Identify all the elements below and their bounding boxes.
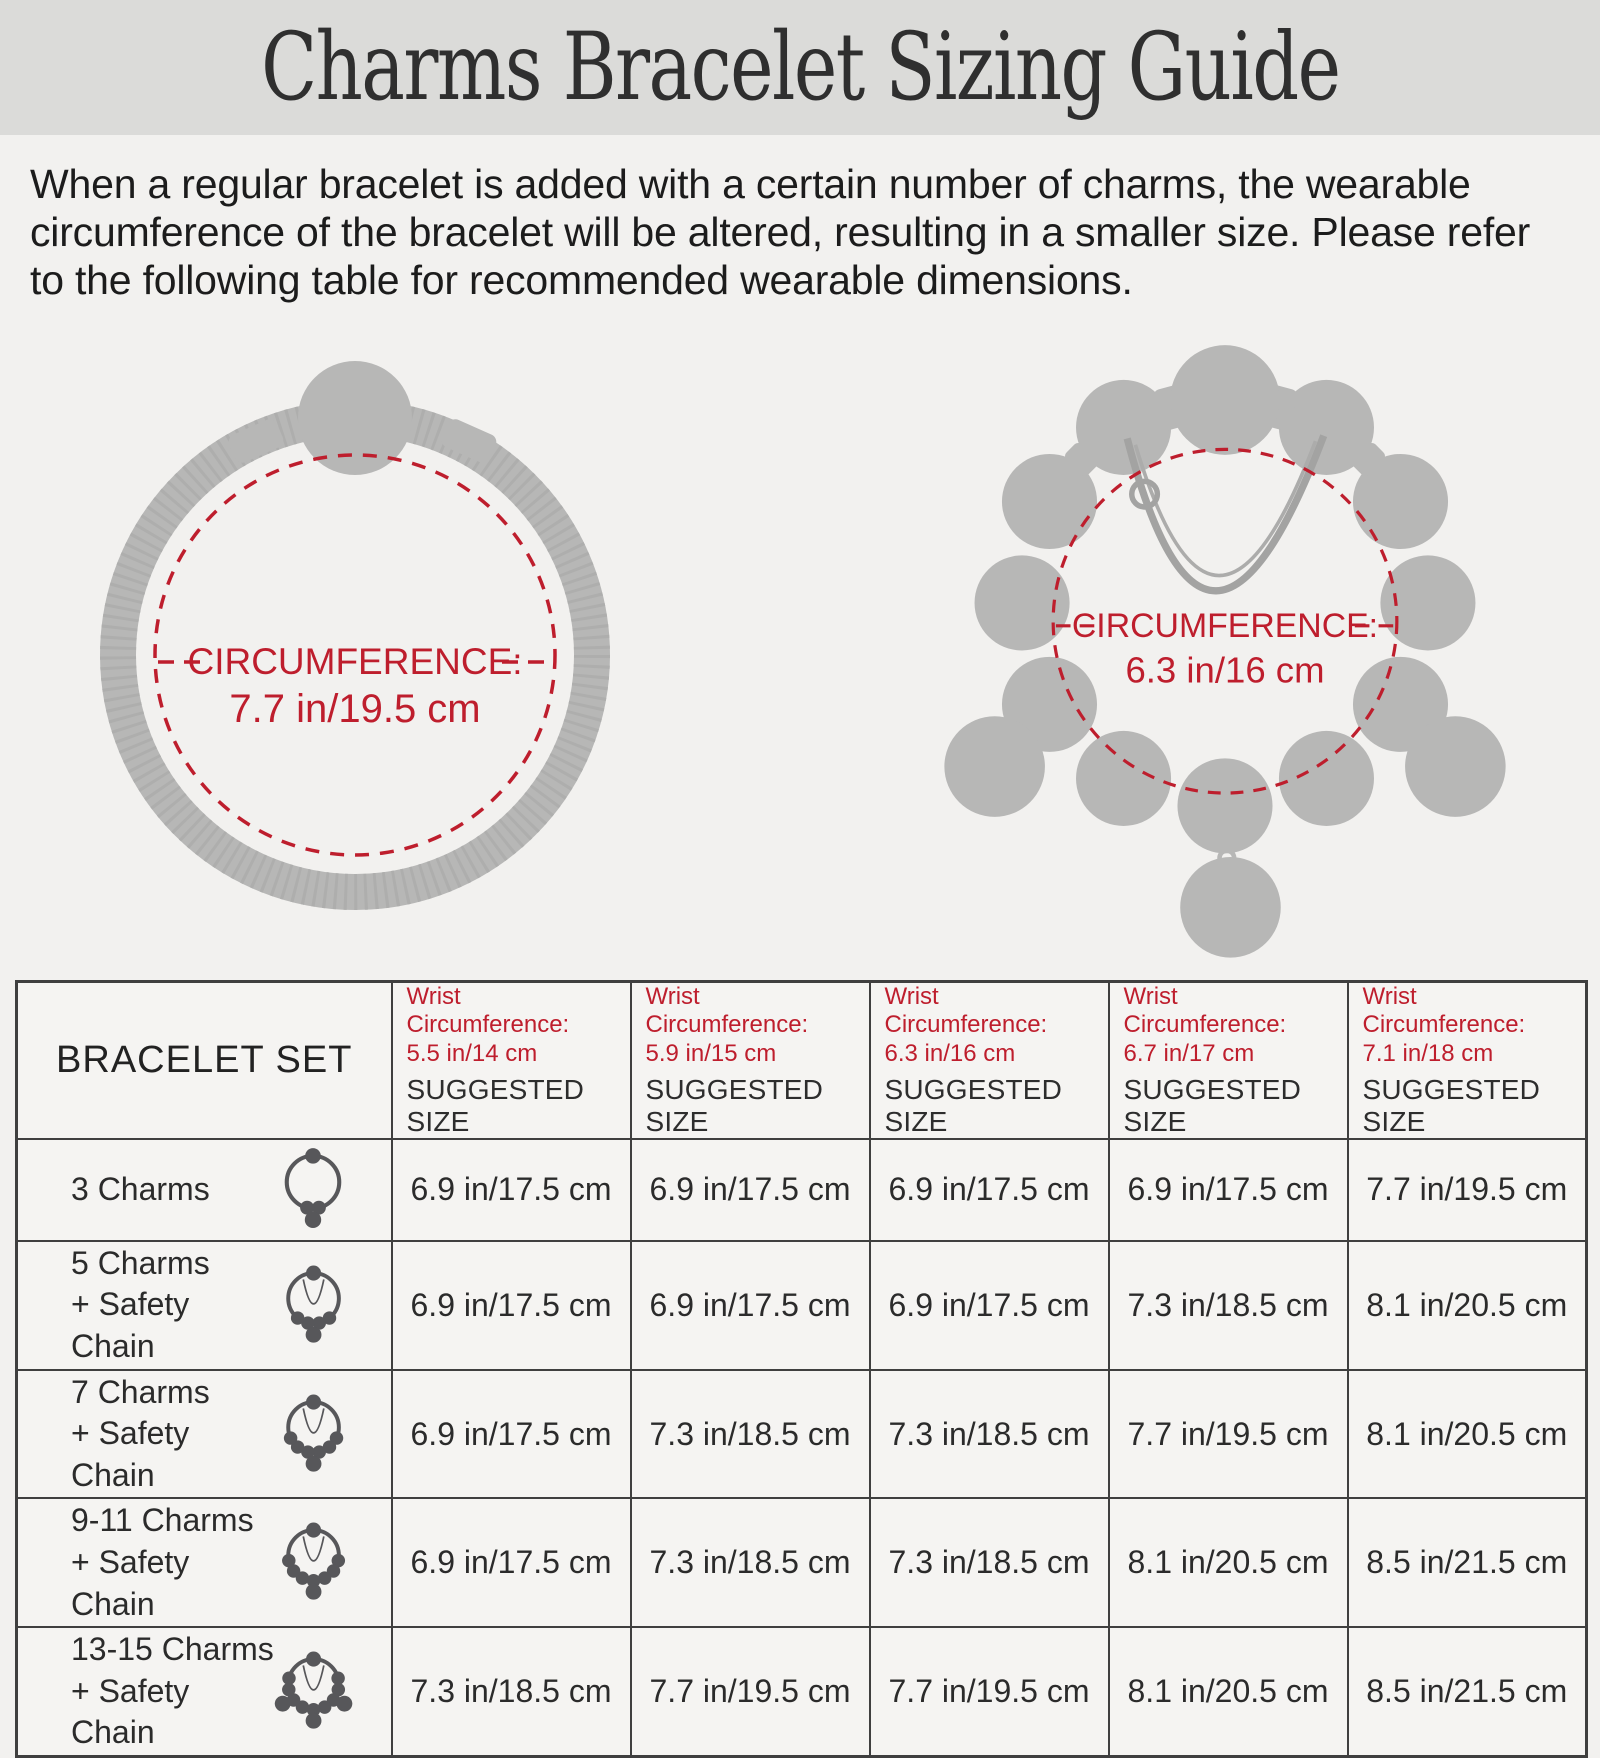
- page-title: Charms Bracelet Sizing Guide: [260, 13, 1340, 122]
- row-label: 9-11 Charms + Safety Chain: [71, 1502, 254, 1622]
- size-cell: 6.9 in/17.5 cm: [1109, 1139, 1348, 1241]
- bracelet-7-charms-icon: [274, 1390, 353, 1479]
- size-column-header: [870, 981, 1109, 1138]
- size-cell: 6.9 in/17.5 cm: [392, 1370, 631, 1499]
- size-cell: 8.1 in/20.5 cm: [1348, 1241, 1587, 1370]
- plain-bracelet-silhouette: [70, 330, 655, 950]
- suggested-size-label: SUGGESTED SIZE: [884, 1073, 1063, 1137]
- size-cell: 8.1 in/20.5 cm: [1109, 1498, 1348, 1627]
- size-cell: 7.7 in/19.5 cm: [870, 1627, 1109, 1756]
- row-label: 3 Charms: [71, 1171, 210, 1208]
- suggested-size-label: SUGGESTED SIZE: [1362, 1073, 1541, 1137]
- size-cell: 8.1 in/20.5 cm: [1109, 1627, 1348, 1756]
- size-cell: 6.9 in/17.5 cm: [631, 1139, 870, 1241]
- size-cell: 6.9 in/17.5 cm: [392, 1139, 631, 1241]
- wrist-circumference-value: 5.5 in/14 cm: [406, 1039, 538, 1067]
- bracelet-5-charms-icon: [274, 1261, 353, 1350]
- circumference-value: 6.3 in/16 cm: [1125, 649, 1325, 691]
- row-label: 7 Charms + Safety Chain: [71, 1373, 210, 1493]
- size-cell: 6.9 in/17.5 cm: [392, 1241, 631, 1370]
- bracelet-set-header: BRACELET SET: [17, 981, 392, 1138]
- circumference-label: CIRCUMFERENCE:: [1071, 606, 1379, 645]
- wrist-circumference-value: 7.1 in/18 cm: [1362, 1039, 1494, 1067]
- size-cell: 7.3 in/18.5 cm: [631, 1498, 870, 1627]
- intro-paragraph: When a regular bracelet is added with a certain number of charms, the wearable circumference of the bracelet will be altered, resulting in a smaller size. Please refer to the following table for recommended wearable dimensions.: [30, 161, 1531, 303]
- row-label: 13-15 Charms + Safety Chain: [71, 1631, 274, 1751]
- size-cell: 7.3 in/18.5 cm: [870, 1370, 1109, 1499]
- header-band: [0, 0, 1600, 135]
- clasp-bead: [1170, 345, 1280, 455]
- wrist-circumference-value: 6.7 in/17 cm: [1123, 1039, 1255, 1067]
- table-row: [17, 1139, 1587, 1241]
- table-row: [17, 1370, 1587, 1499]
- sizing-table: [15, 980, 1588, 1758]
- wrist-circumference-label: Wrist Circumference:: [406, 982, 570, 1039]
- table-row: [17, 1627, 1587, 1756]
- wrist-circumference-label: Wrist Circumference:: [884, 982, 1048, 1039]
- wrist-circumference-label: Wrist Circumference:: [1123, 982, 1287, 1039]
- wrist-circumference-value: 6.3 in/16 cm: [884, 1039, 1016, 1067]
- size-column-header: [1348, 981, 1587, 1138]
- size-cell: 6.9 in/17.5 cm: [870, 1241, 1109, 1370]
- size-cell: 7.7 in/19.5 cm: [631, 1627, 870, 1756]
- size-cell: 7.3 in/18.5 cm: [1109, 1241, 1348, 1370]
- size-cell: 7.7 in/19.5 cm: [1109, 1370, 1348, 1499]
- table-row: [17, 1241, 1587, 1370]
- size-column-header: [392, 981, 631, 1138]
- dangle-charm: [1180, 857, 1281, 958]
- bracelet-9-11-charms-icon: [274, 1518, 353, 1607]
- size-cell: 6.9 in/17.5 cm: [392, 1498, 631, 1627]
- dangle-charm: [944, 716, 1045, 817]
- table-row: [17, 1498, 1587, 1627]
- size-cell: 6.9 in/17.5 cm: [870, 1139, 1109, 1241]
- size-column-header: [1109, 981, 1348, 1138]
- size-cell: 8.5 in/21.5 cm: [1348, 1627, 1587, 1756]
- suggested-size-label: SUGGESTED SIZE: [406, 1073, 585, 1137]
- size-cell: 8.1 in/20.5 cm: [1348, 1370, 1587, 1499]
- size-cell: 7.7 in/19.5 cm: [1348, 1139, 1587, 1241]
- size-cell: 7.3 in/18.5 cm: [392, 1627, 631, 1756]
- bracelet-3-charms-icon: [272, 1145, 354, 1234]
- size-cell: 8.5 in/21.5 cm: [1348, 1498, 1587, 1627]
- circumference-label: CIRCUMFERENCE:: [187, 640, 523, 682]
- diagrams-section: [0, 315, 1600, 970]
- wrist-circumference-value: 5.9 in/15 cm: [645, 1039, 777, 1067]
- circumference-value: 7.7 in/19.5 cm: [229, 686, 481, 731]
- size-column-header: [631, 981, 870, 1138]
- size-cell: 7.3 in/18.5 cm: [870, 1498, 1109, 1627]
- table-header-row: [17, 981, 1587, 1138]
- dangle-charm: [1405, 716, 1506, 817]
- charm-bracelet-silhouette: [905, 315, 1545, 964]
- size-cell: 7.3 in/18.5 cm: [631, 1370, 870, 1499]
- size-cell: 6.9 in/17.5 cm: [631, 1241, 870, 1370]
- wrist-circumference-label: Wrist Circumference:: [645, 982, 809, 1039]
- suggested-size-label: SUGGESTED SIZE: [645, 1073, 824, 1137]
- bracelet-13-15-charms-icon: [274, 1647, 353, 1736]
- wrist-circumference-label: Wrist Circumference:: [1362, 982, 1526, 1039]
- row-label: 5 Charms + Safety Chain: [71, 1244, 210, 1365]
- suggested-size-label: SUGGESTED SIZE: [1123, 1073, 1302, 1137]
